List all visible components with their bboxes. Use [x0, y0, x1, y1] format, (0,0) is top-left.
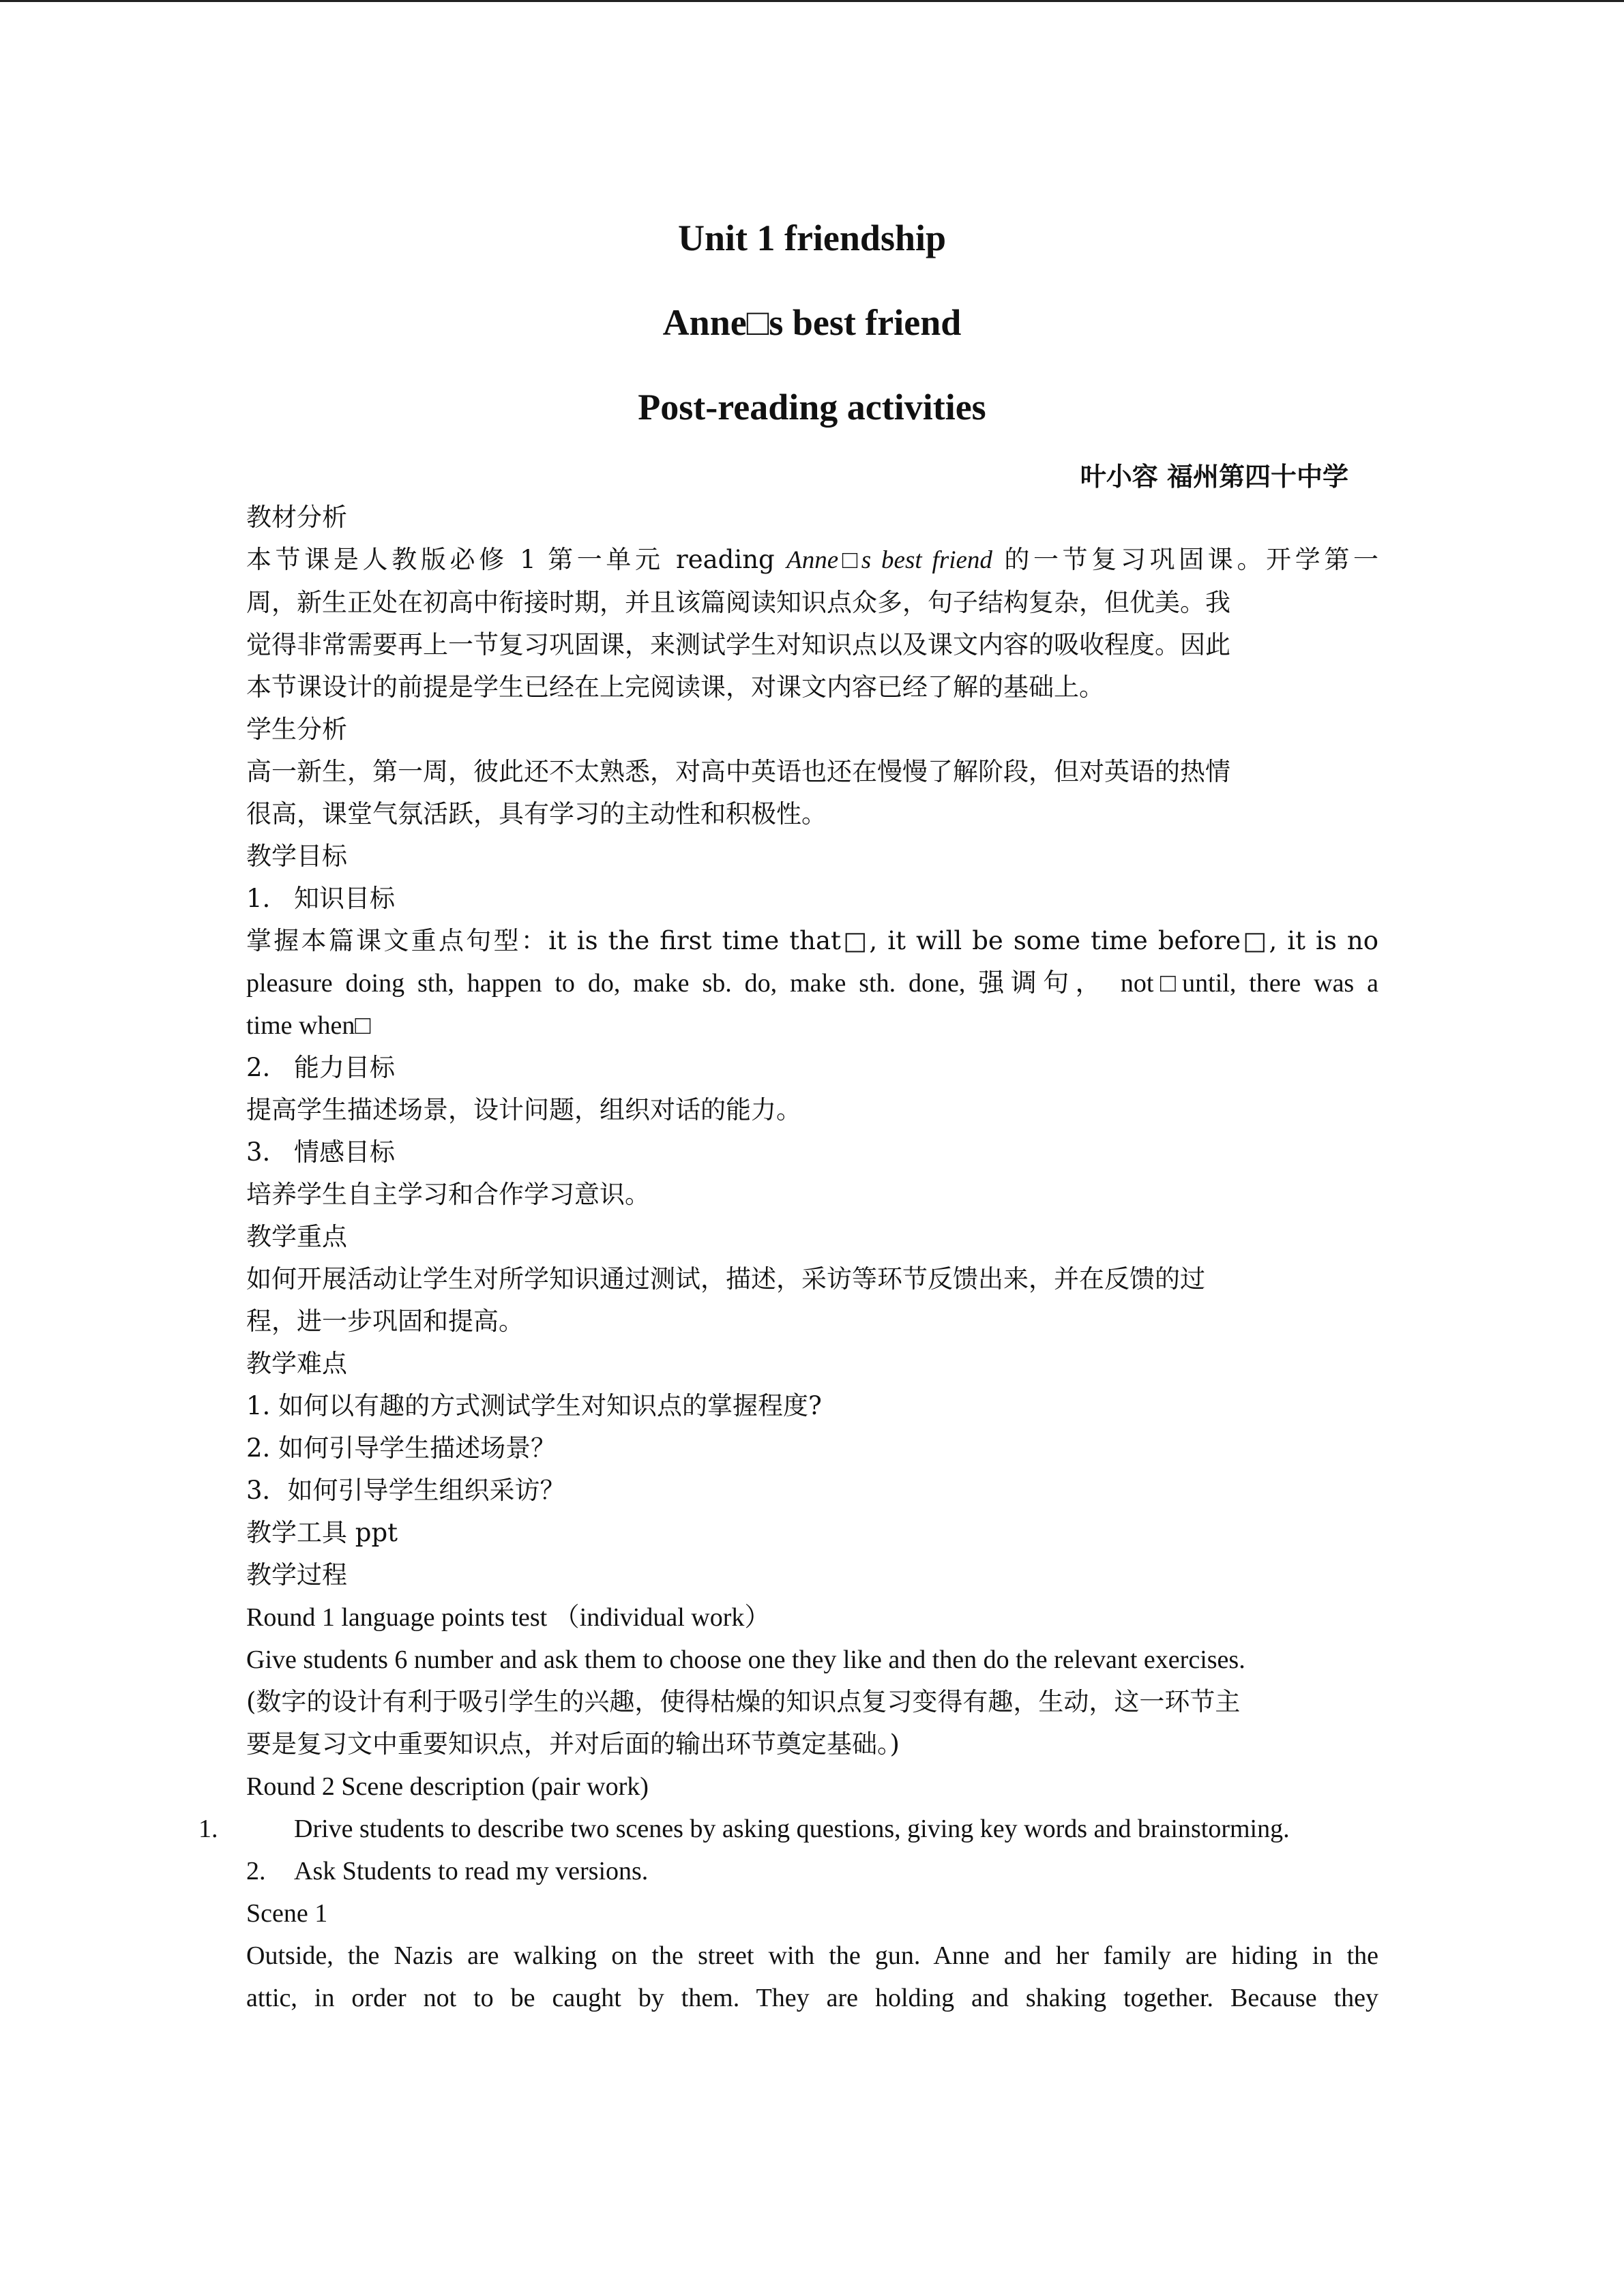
- document-body: [198, 496, 1378, 2019]
- paragraph-line: time when□: [246, 1011, 371, 1040]
- title-reading: Anne□s best friend: [662, 302, 962, 343]
- author-line: 叶小容 福州第四十中学: [1080, 461, 1348, 492]
- list-item: 1. Drive students to describe two scenes by asking questions, giving key words and brainstorming.: [198, 1815, 1290, 1843]
- list-item: 2. 如何引导学生描述场景？: [246, 1433, 557, 1463]
- list-item: 3．如何引导学生组织采访？: [246, 1476, 565, 1505]
- section-heading-difficulties: 教学难点: [246, 1349, 347, 1378]
- title-unit: Unit 1 friendship: [677, 218, 947, 258]
- page-top-border: [0, 0, 1624, 2]
- paragraph-line: attic, in order not to be caught by them. They are holding and shaking together. Because they: [246, 1984, 1378, 2012]
- paragraph-line: Give students 6 number and ask them to choose one they like and then do the relevant exercises.: [246, 1645, 1245, 1674]
- list-item: 1. 如何以有趣的方式测试学生对知识点的掌握程度?: [246, 1391, 822, 1420]
- section-heading-key-points: 教学重点: [246, 1222, 347, 1251]
- paragraph-line: 要是复习文中重要知识点，并对后面的输出环节奠定基础。): [246, 1729, 900, 1759]
- reading-title-italic: Anne□s best friend: [786, 546, 992, 574]
- paragraph-line: 培养学生自主学习和合作学习意识。: [246, 1180, 650, 1209]
- paragraph-line: 如何开展活动让学生对所学知识通过测试，描述，采访等环节反馈出来，并在反馈的过: [246, 1264, 1205, 1294]
- list-item: 2. Ask Students to read my versions.: [246, 1857, 649, 1885]
- paragraph-line: 觉得非常需要再上一节复习巩固课，来测试学生对知识点以及课文内容的吸收程度。因此: [246, 630, 1230, 659]
- paragraph-line: 很高，课堂气氛活跃，具有学习的主动性和积极性。: [246, 799, 827, 829]
- paragraph-line: (数字的设计有利于吸引学生的兴趣，使得枯燥的知识点复习变得有趣，生动，这一环节主: [246, 1687, 1241, 1716]
- paragraph-line: 掌握本篇课文重点句型：it is the first time that□, it will be some time before□, it is no: [246, 926, 1378, 955]
- paragraph-line: 本节课是人教版必修 1 第一单元 reading Anne□s best friend 的一节复习巩固课。开学第一: [246, 545, 1378, 574]
- section-heading-student-analysis: 学生分析: [246, 715, 347, 744]
- round-2-title: Round 2 Scene description (pair work): [246, 1772, 649, 1801]
- section-heading-process: 教学过程: [246, 1560, 347, 1590]
- list-item: 1. 知识目标: [246, 884, 395, 913]
- paragraph-line: pleasure doing sth, happen to do, make sb. do, make sth. done, 强调句， not□until, there was a: [246, 969, 1378, 998]
- section-heading-teaching-goals: 教学目标: [246, 841, 347, 871]
- title-activity: Post-reading activities: [638, 387, 986, 428]
- round-1-title: Round 1 language points test （individual work）: [246, 1603, 771, 1632]
- paragraph-line: 周，新生正处在初高中衔接时期，并且该篇阅读知识点众多，句子结构复杂，但优美。我: [246, 588, 1230, 617]
- section-heading-textbook-analysis: 教材分析: [246, 503, 347, 532]
- paragraph-line: Outside, the Nazis are walking on the street with the gun. Anne and her family are hiding in the: [246, 1941, 1378, 1970]
- list-item: 2. 能力目标: [246, 1053, 395, 1082]
- paragraph-line: 高一新生，第一周，彼此还不太熟悉，对高中英语也还在慢慢了解阶段，但对英语的热情: [246, 757, 1230, 786]
- scene-1-title: Scene 1: [246, 1899, 328, 1928]
- paragraph-line: 提高学生描述场景，设计问题，组织对话的能力。: [246, 1095, 801, 1124]
- section-heading-tools: 教学工具 ppt: [246, 1518, 398, 1547]
- paragraph-line: 程，进一步巩固和提高。: [246, 1307, 524, 1336]
- paragraph-line: 本节课设计的前提是学生已经在上完阅读课，对课文内容已经了解的基础上。: [246, 672, 1104, 702]
- list-item: 3. 情感目标: [246, 1137, 395, 1167]
